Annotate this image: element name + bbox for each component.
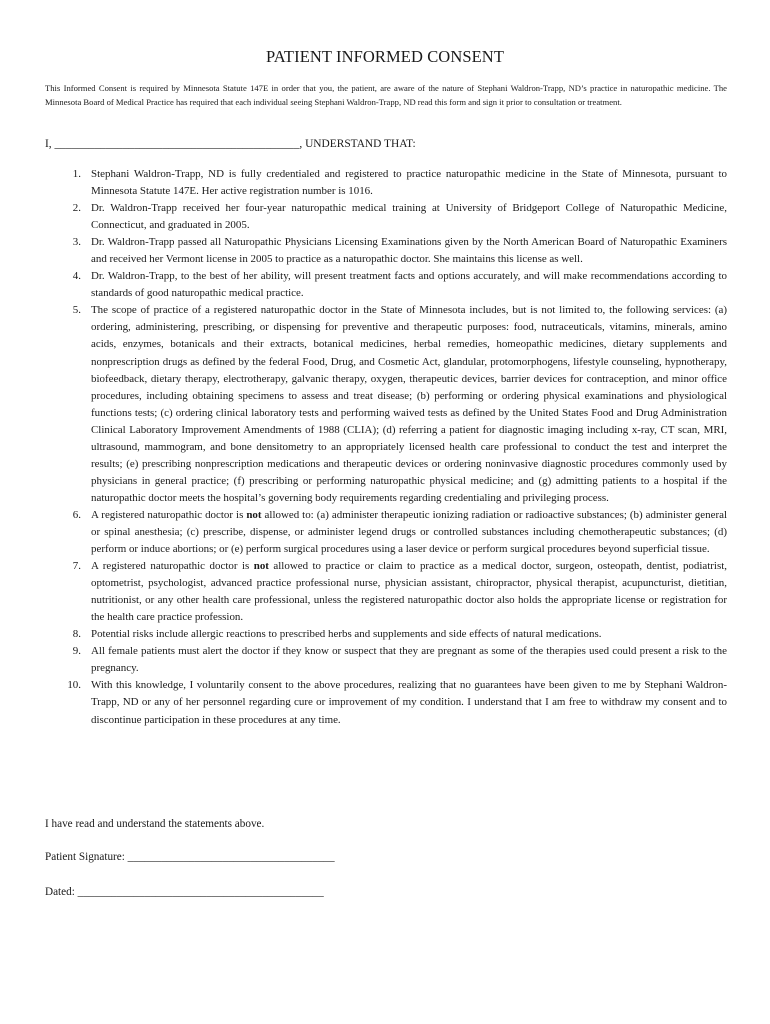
item-text: Potential risks include allergic reactions to prescribed herbs and supplements and side effects of natural medications. [91, 628, 602, 641]
list-item [45, 626, 727, 643]
list-item [45, 558, 727, 626]
item-number: 7. [72, 560, 81, 573]
dated-field[interactable]: Dated: ____________________________________________ [45, 886, 324, 898]
list-item [45, 677, 727, 728]
item-text: All female patients must alert the doctor if they know or suspect that they are pregnant as some of the therapies used could present a risk to the pregnancy. [91, 645, 727, 675]
list-item [45, 507, 727, 558]
item-number: 5. [72, 304, 81, 317]
item-number: 2. [72, 202, 81, 215]
item-text: With this knowledge, I voluntarily consent to the above procedures, realizing that no guarantees have been given to me by Stephani Waldron-Trapp, ND or any of her personnel regarding cure or improvement of my condition. I understand that I am free to withdraw my consent and to discontinue participation in these procedures at any time. [91, 679, 727, 726]
list-item [45, 234, 727, 268]
patient-signature-field[interactable]: Patient Signature: _____________________________________ [45, 851, 335, 863]
item-text: Dr. Waldron-Trapp, to the best of her ability, will present treatment facts and options accurately, and will make recommendations according to standards of good naturopathic medical practice. [91, 270, 727, 300]
patient-name-understand-line: I, ___________________________________________, UNDERSTAND THAT: [45, 138, 416, 150]
item-text-bold-not: not [253, 560, 269, 573]
list-item [45, 302, 727, 507]
item-text-after: allowed to: (a) administer therapeutic ionizing radiation or radioactive substances; (b) administer general or spinal anesthesia; (c) prescribe, dispense, or administer legend drugs or controlled substances including chemotherapeutic substances; (d) perform or induce abortions; or (e) perform surgical procedures using a laser device or perform surgical procedures beyond superficial tissue. [91, 508, 727, 556]
item-number: 1. [72, 168, 81, 180]
list-item [45, 268, 727, 302]
list-item [45, 200, 727, 234]
intro-paragraph: This Informed Consent is required by Minnesota Statute 147E in order that you, the patient, are aware of the nature of Stephani Waldron-Trapp, ND’s practice in naturopathic medicine. The Minnesota Board of Medical Practice has required that each individual seeing Stephani Waldron-Trapp, ND read this form and sign it prior to consultation or treatment. [45, 83, 727, 107]
item-text-before: A registered naturopathic doctor is [91, 560, 254, 573]
consent-statements-list [45, 166, 727, 729]
list-item [45, 166, 727, 200]
item-text-bold-not: not [246, 508, 262, 521]
item-text: The scope of practice of a registered naturopathic doctor in the State of Minnesota includes, but is not limited to, the following services: (a) ordering, administering, prescribing, or dispensing for preventive and therapeutic purposes: food, nutraceuticals, vitamins, minerals, amino acids, enzymes, botanicals and their extracts, botanical medicines, herbal remedies, homeopathic medicines, dietary supplements and nonprescription drugs as defined by the federal Food, Drug, and Cosmetic Act, glandular, protomorphogens, lifestyle counseling, hypnotherapy, biofeedback, dietary therapy, electrotherapy, galvanic therapy, oxygen, therapeutic devices, barrier devices for contraception, and minor office procedures, including obtaining specimens to assess and treat disease; (b) performing or ordering physical examinations and physiological functions tests; (c) ordering clinical laboratory tests and performing waived tests as defined by the United States Food and Drug Administration Clinical Laboratory Improvement Amendments of 1988 (CLIA); (d) referring a patient for diagnostic imaging including x-ray, CT scan, MRI, ultrasound, mammogram, and bone densitometry to an appropriately licensed health care professional to conduct the test and interpret the results; (e) prescribing nonprescription medications and therapeutic devices or ordering noninvasive diagnostic procedures commonly used by physicians in general practice; (f) prescribing or performing naturopathic physical medicine; and (g) admitting patients to a hospital if the naturopathic doctor meets the hospital’s governing body requirements regarding credentialing and privileging process. [91, 304, 727, 504]
page-title: PATIENT INFORMED CONSENT [265, 47, 504, 66]
item-text: Dr. Waldron-Trapp received her four-year naturopathic medical training at University of Bridgeport College of Naturopathic Medicine, Connecticut, and graduated in 2005. [91, 202, 727, 232]
item-number: 8. [72, 628, 81, 641]
item-number: 10. [67, 679, 81, 692]
item-number: 9. [72, 645, 81, 658]
item-number: 3. [72, 236, 81, 249]
list-item [45, 643, 727, 677]
acknowledgement-statement: I have read and understand the statements above. [45, 818, 265, 830]
item-text-after: allowed to practice or claim to practice as a medical doctor, surgeon, osteopath, dentist, podiatrist, optometrist, psychologist, advanced practice professional nurse, physician assistant, chiropractor, physical therapist, acupuncturist, dietitian, nutritionist, or any other health care professional, unless the registered naturopathic doctor also holds the appropriate license or registration for the health care practice profession. [91, 560, 727, 624]
item-text: Dr. Waldron-Trapp passed all Naturopathic Physicians Licensing Examinations given by the North American Board of Naturopathic Examiners and received her Vermont license in 2005 to practice as a naturopathic doctor. She maintains this license as well. [91, 236, 727, 266]
item-number: 4. [72, 270, 81, 283]
item-number: 6. [72, 508, 81, 521]
item-text-before: A registered naturopathic doctor is [91, 508, 247, 521]
item-text: Stephani Waldron-Trapp, ND is fully credentialed and registered to practice naturopathic medicine in the State of Minnesota, pursuant to Minnesota Statute 147E. Her active registration number is 1016. [91, 168, 727, 198]
